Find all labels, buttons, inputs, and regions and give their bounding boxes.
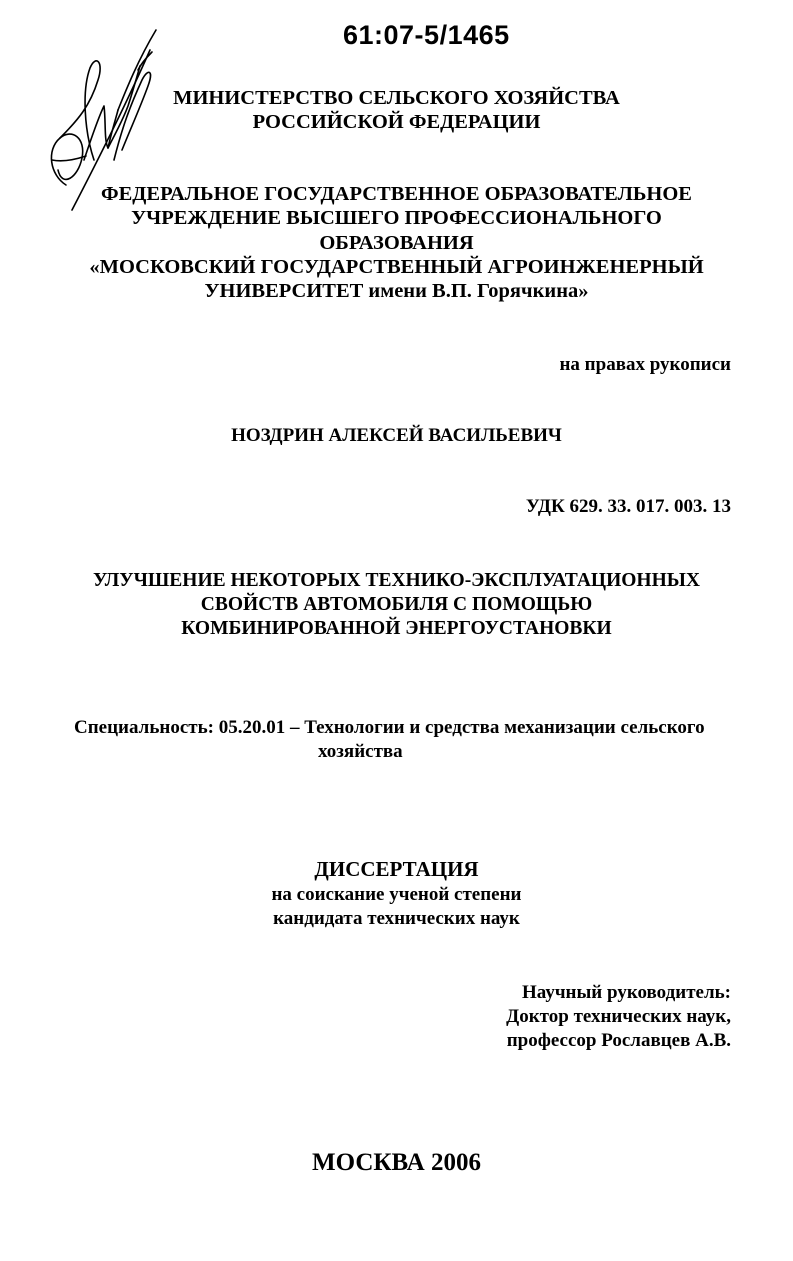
degree-line-2: кандидата технических наук [273,908,520,929]
institution-line-2: УЧРЕЖДЕНИЕ ВЫСШЕГО ПРОФЕССИОНАЛЬНОГО [131,207,662,229]
specialty-line-1: Специальность: 05.20.01 – Технологии и средства механизации сельского [74,717,705,738]
institution-line-4: «МОСКОВСКИЙ ГОСУДАРСТВЕННЫЙ АГРОИНЖЕНЕРНЫЙ [89,256,704,278]
archive-number: 61:07-5/1465 [343,20,510,50]
supervisor-line-2: Доктор технических наук, [506,1006,731,1027]
institution-line-3: ОБРАЗОВАНИЯ [319,232,474,254]
degree-heading: ДИССЕРТАЦИЯ [314,857,479,881]
specialty-line-2: хозяйства [318,741,403,762]
degree-line-1: на соискание ученой степени [271,884,522,905]
ministry-line-2: РОССИЙСКОЙ ФЕДЕРАЦИИ [252,111,541,133]
institution-line-5: УНИВЕРСИТЕТ имени В.П. Горячкина» [204,280,589,302]
title-line-2: СВОЙСТВ АВТОМОБИЛЯ С ПОМОЩЬЮ [200,594,593,615]
institution-line-1: ФЕДЕРАЛЬНОЕ ГОСУДАРСТВЕННОЕ ОБРАЗОВАТЕЛЬНОЕ [101,183,692,205]
title-line-1: УЛУЧШЕНИЕ НЕКОТОРЫХ ТЕХНИКО-ЭКСПЛУАТАЦИОННЫХ [92,570,700,591]
ministry-line-1: МИНИСТЕРСТВО СЕЛЬСКОГО ХОЗЯЙСТВА [173,87,620,109]
udk-code: УДК 629. 33. 017. 003. 13 [525,496,731,517]
supervisor-line-1: Научный руководитель: [522,982,731,1003]
title-line-3: КОМБИНИРОВАННОЙ ЭНЕРГОУСТАНОВКИ [181,618,612,639]
supervisor-line-3: профессор Рославцев А.В. [506,1030,731,1051]
city-year: МОСКВА 2006 [312,1149,481,1176]
manuscript-note: на правах рукописи [559,354,731,375]
author-name: НОЗДРИН АЛЕКСЕЙ ВАСИЛЬЕВИЧ [231,425,562,446]
